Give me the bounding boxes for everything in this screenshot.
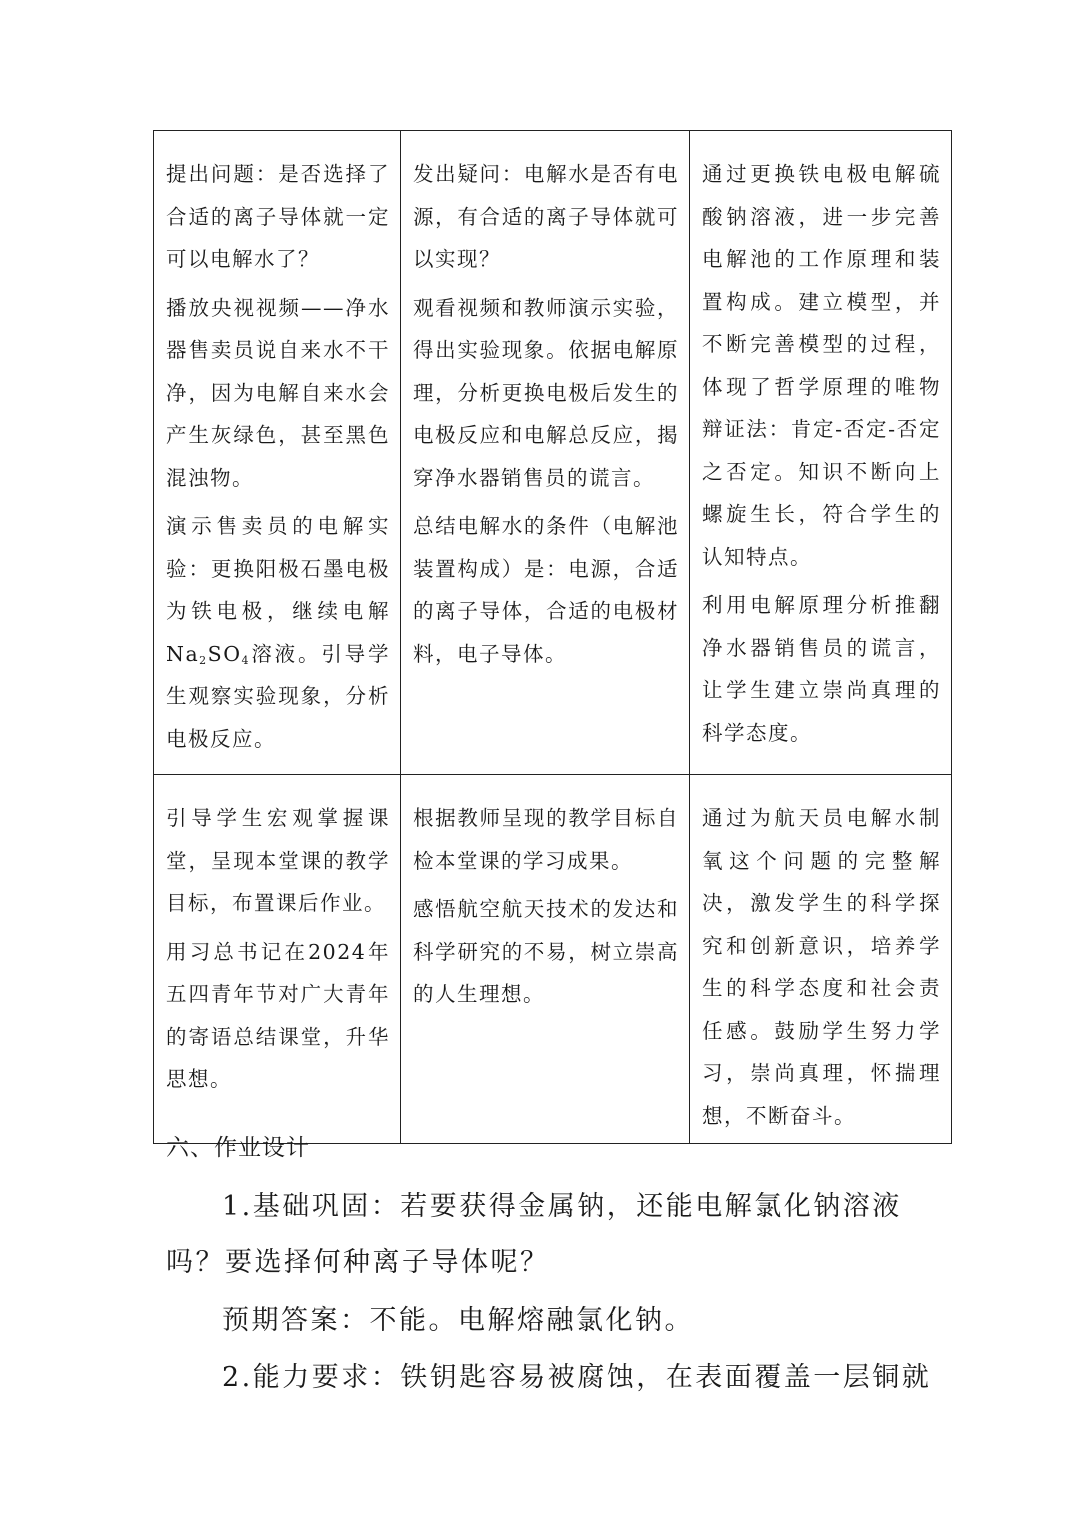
homework-answer: 预期答案：不能。电解熔融氯化钠。 [222,1305,694,1336]
table-row [154,775,952,1144]
section-title: 六、作业设计 [166,1135,310,1161]
teacher-activity-para [166,505,390,760]
student-activity-cell [401,131,690,775]
homework-line: 2.能力要求：铁钥匙容易被腐蚀，在表面覆盖一层铜就 [222,1362,932,1393]
design-intent-cell [690,775,952,1144]
teacher-activity-cell [154,775,401,1144]
lesson-plan-table [153,130,952,1144]
design-intent-para: 利用电解原理分析推翻净水器销售员的谎言，让学生建立崇尚真理的科学态度。 [702,593,941,745]
table-row [154,131,952,775]
teacher-activity-para: 提出问题：是否选择了合适的离子导体就一定可以电解水了？ [166,162,390,271]
teacher-activity-text: 溶液。引导学生观察实验现象，分析电极反应。 [166,641,390,751]
student-activity-para: 感悟航空航天技术的发达和科学研究的不易，树立崇高的人生理想。 [413,897,679,1006]
student-activity-para: 总结电解水的条件（电解池装置构成）是：电源，合适的离子导体，合适的电极材料，电子导体。 [413,514,679,666]
homework-line: 吗？要选择何种离子导体呢？ [166,1247,550,1278]
student-activity-para: 观看视频和教师演示实验，得出实验现象。依据电解原理，分析更换电极后发生的电极反应和电解总反应，揭穿净水器销售员的谎言。 [413,295,679,490]
student-activity-para: 发出疑问：电解水是否有电源，有合适的离子导体就可以实现？ [413,162,679,271]
teacher-activity-cell [154,131,401,775]
teacher-activity-para: 播放央视视频——净水器售卖员说自来水不干净，因为电解自来水会产生灰绿色，甚至黑色混浊物。 [166,295,390,490]
design-intent-cell [690,131,952,775]
chemical-formula: $Na_2SO_4$ [166,641,251,667]
design-intent-para: 通过为航天员电解水制氧这个问题的完整解决，激发学生的科学探究和创新意识，培养学生的科学态度和社会责任感。鼓励学生努力学习，崇尚真理，怀揣理想，不断奋斗。 [702,806,941,1128]
design-intent-para: 通过更换铁电极电解硫酸钠溶液，进一步完善电解池的工作原理和装置构成。建立模型，并不断完善模型的过程，体现了哲学原理的唯物辩证法：肯定-否定-否定之否定。知识不断向上螺旋生长，符合学生的认知特点。 [702,162,941,569]
homework-line: 1.基础巩固：若要获得金属钠，还能电解氯化钠溶液 [222,1191,902,1222]
teacher-activity-para: 用习总书记在2024年五四青年节对广大青年的寄语总结课堂，升华思想。 [166,939,390,1091]
teacher-activity-text: 演示售卖员的电解实验：更换阳极石墨电极为铁电极，继续电解 [166,514,390,623]
student-activity-cell [401,775,690,1144]
teacher-activity-para: 引导学生宏观掌握课堂，呈现本堂课的教学目标，布置课后作业。 [166,806,390,915]
student-activity-para: 根据教师呈现的教学目标自检本堂课的学习成果。 [413,806,679,873]
